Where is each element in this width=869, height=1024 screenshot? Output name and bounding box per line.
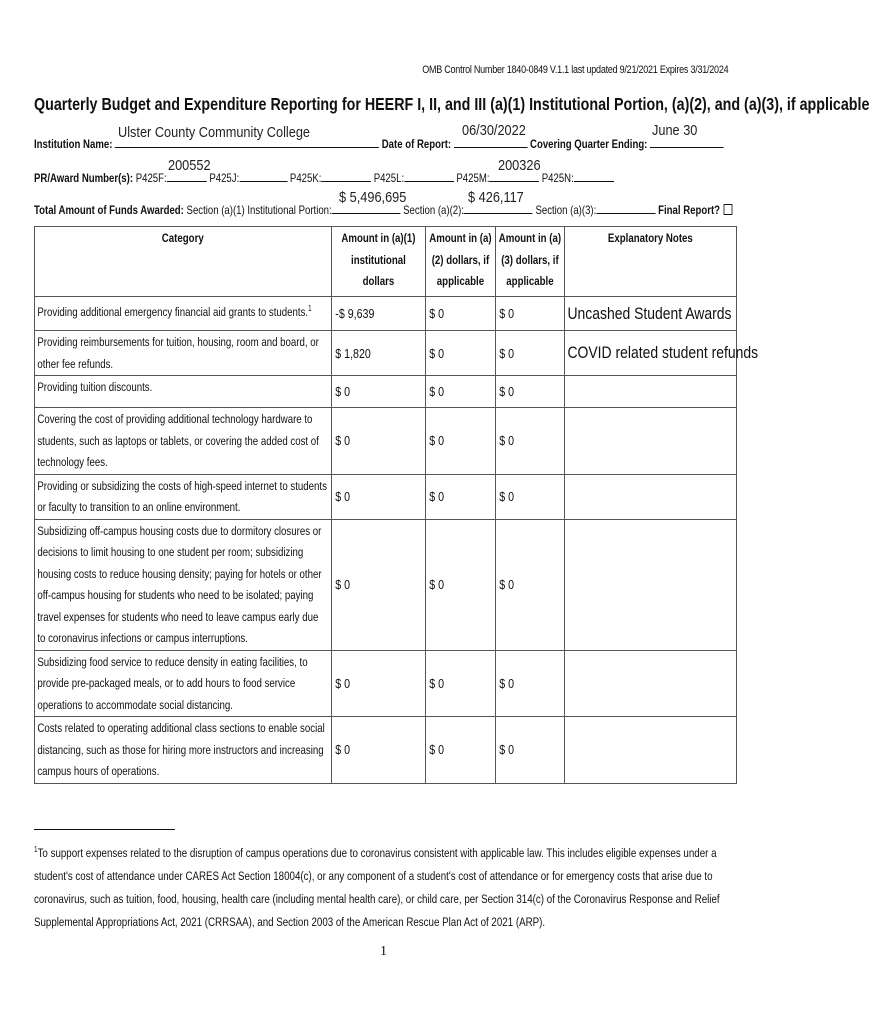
quarter-value: June 30 [652,122,698,139]
row-category: Providing additional emergency financial aid grants to students.$^1$ [37,304,312,320]
table-row [35,408,737,475]
row-a2-amount[interactable]: $ 0 [429,384,445,399]
final-report-label: Final Report? [658,203,721,217]
p425m-value: 200326 [498,157,541,174]
table-header-row [35,227,737,297]
row-notes[interactable]: COVID related student refunds [567,343,759,362]
p425k-label: P425K: [289,171,322,185]
row-a3-amount[interactable]: $ 0 [499,577,515,592]
row-a1-amount[interactable]: -$ 9,639 [335,306,375,321]
row-a2-amount[interactable]: $ 0 [429,433,445,449]
final-report-checkbox[interactable] [723,204,732,215]
row-a1-amount[interactable]: $ 0 [335,433,351,449]
row-notes[interactable]: Uncashed Student Awards [567,303,732,323]
table-row [35,519,737,650]
row-category: Providing or subsidizing the costs of high-speed internet to students or faculty to transition to an online environment. [37,478,327,514]
row-a1-amount[interactable]: $ 1,820 [335,345,371,361]
p425l-field[interactable] [404,169,454,182]
page-number: 1 [380,944,387,959]
footnote-marker: 1 [34,845,38,854]
footnote-text: To support expenses related to the disruption of campus operations due to coronavirus consistent with applicable law. This includes eligible expenses under a student's cost of attendance under CARES Act Section 18004(c), or any component of a student's cost of attendance or for emergency costs that arise due to coronavirus, such as tuition, food, housing, health care (including mental health care), or child care, per Section 314(c) of the Coronavirus Response and Relief Supplemental Appropriations Act, 2021 (CRRSAA), and Section 2003 of the American Rescue Plan Act of 2021 (ARP). [34,846,720,930]
p425n-field[interactable] [574,169,614,182]
row-category: Costs related to operating additional class sections to enable social distancing, such as those for hiring more instructors and increasing campus hours of operations. [37,721,325,778]
row-a2-amount[interactable]: $ 0 [429,306,445,321]
p425k-field[interactable] [321,169,371,182]
a1-total-value: $ 5,496,695 [339,189,407,206]
p425m-label: P425M: [456,171,490,185]
table-row [35,297,737,331]
row-a2-amount[interactable]: $ 0 [429,489,445,504]
row-a2-amount[interactable]: $ 0 [429,577,445,592]
row-a3-amount[interactable]: $ 0 [499,489,515,504]
p425j-label: P425J: [209,171,240,185]
row-category: Subsidizing off-campus housing costs due to dormitory closures or decisions to limit housing to one student per room; subsidizing housing costs to reduce housing density; paying for hotels or other off-campus housing for students who need to be isolated; paying travel expenses for students who need to leave campus early due to coronavirus infections or campus interruptions. [37,523,322,645]
table-row [35,717,737,784]
page-title: Quarterly Budget and Expenditure Reporting for HEERF I, II, and III (a)(1) Institutional Portion, (a)(2), and (a)(3), if applicable [34,94,869,114]
p425n-label: P425N: [541,171,574,185]
p425f-value: 200552 [168,157,211,174]
row-a3-amount[interactable]: $ 0 [499,742,515,758]
footnote-divider [34,829,175,830]
row-a2-amount[interactable]: $ 0 [429,345,445,361]
a3-total-field[interactable] [596,201,655,214]
row-a3-amount[interactable]: $ 0 [499,433,515,449]
a3-label: Section (a)(3): [535,203,597,217]
row-a3-amount[interactable]: $ 0 [499,384,515,399]
row-a2-amount[interactable]: $ 0 [429,742,445,758]
row-a1-amount[interactable]: $ 0 [335,489,351,504]
table-row [35,376,737,408]
table-row [35,474,737,519]
a2-total-value: $ 426,117 [468,189,524,206]
row-a1-amount[interactable]: $ 0 [335,675,351,691]
institution-label: Institution Name: [34,137,113,151]
row-category: Covering the cost of providing additional technology hardware to students, such as laptops or tablets, or covering the added cost of technology fees. [37,412,319,469]
row-a3-amount[interactable]: $ 0 [499,306,515,321]
row-category: Providing tuition discounts. [37,380,153,394]
row-a2-amount[interactable]: $ 0 [429,675,445,691]
header-a3: Amount in (a)(3) dollars, if applicable [498,231,562,288]
table-row [35,650,737,717]
row-a1-amount[interactable]: $ 0 [335,577,351,592]
footnote [34,838,730,934]
header-category: Category [161,231,204,245]
header-a1: Amount in (a)(1) institutional dollars [341,231,416,288]
a1-label: Section (a)(1) Institutional Portion: [186,203,332,217]
p425l-label: P425L: [373,171,405,185]
quarter-label: Covering Quarter Ending: [530,137,648,151]
row-a1-amount[interactable]: $ 0 [335,742,351,758]
row-category: Providing reimbursements for tuition, housing, room and board, or other fee refunds. [37,335,319,371]
row-a3-amount[interactable]: $ 0 [499,345,515,361]
row-a1-amount[interactable]: $ 0 [335,384,351,399]
header-notes: Explanatory Notes [607,231,693,245]
institution-value: Ulster County Community College [118,124,311,141]
header-a2: Amount in (a)(2) dollars, if applicable [429,231,492,288]
p425j-field[interactable] [239,169,287,182]
total-label: Total Amount of Funds Awarded: [34,203,184,217]
row-a3-amount[interactable]: $ 0 [499,675,515,691]
a2-label: Section (a)(2): [403,203,464,217]
date-value: 06/30/2022 [462,122,526,139]
p425f-label: P425F: [135,171,167,185]
date-label: Date of Report: [381,137,452,151]
pr-label: PR/Award Number(s): [34,171,134,185]
omb-control-number: OMB Control Number 1840-0849 V.1.1 last updated 9/21/2021 Expires 3/31/2024 [421,64,728,76]
table-row [35,331,737,376]
row-category: Subsidizing food service to reduce density in eating facilities, to provide pre-packaged meals, or to add hours to food service operations to accommodate social distancing. [37,654,308,712]
expenditure-table [34,226,759,784]
